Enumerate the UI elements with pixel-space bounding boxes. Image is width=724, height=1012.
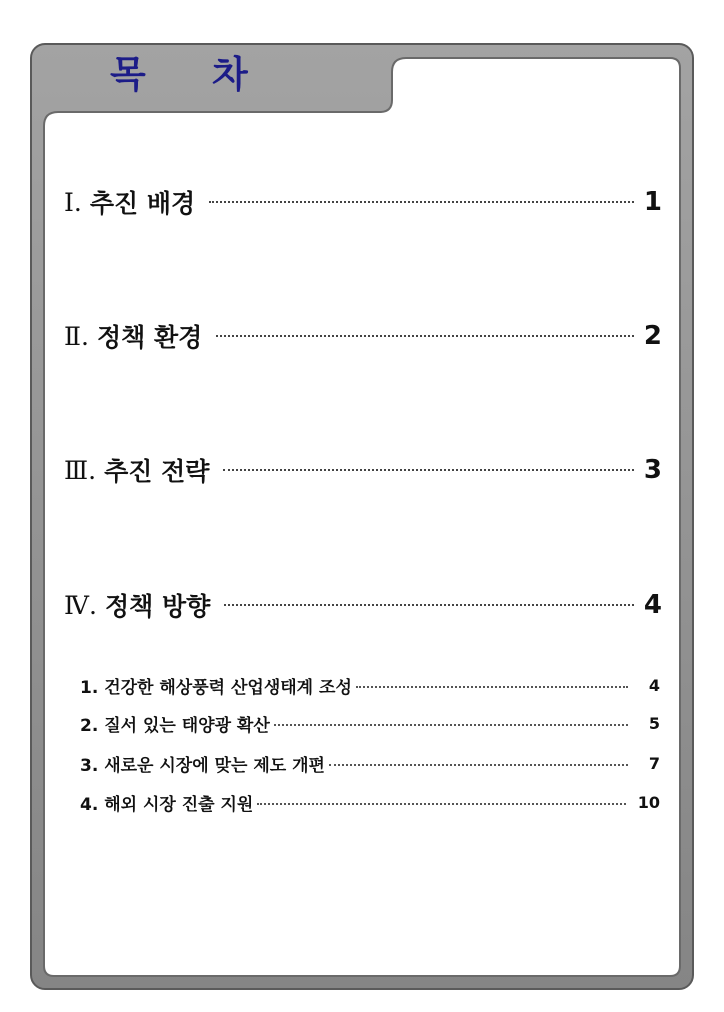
page-number: 3: [643, 455, 662, 485]
section-numeral: Ⅲ.: [64, 455, 97, 485]
subsection-label: 4. 해외 시장 진출 지원: [80, 794, 254, 815]
dot-leader: [224, 604, 634, 606]
dot-leader: [257, 803, 625, 805]
toc-title-char-2: 차: [212, 53, 248, 96]
page-number: 4: [648, 675, 660, 695]
dot-leader: [216, 335, 634, 337]
dot-leader: [329, 764, 628, 766]
toc-title-char-1: 목: [110, 53, 146, 96]
dot-leader: [274, 724, 628, 726]
section-label: 추진 배경: [89, 189, 196, 218]
toc-entry-section-1[interactable]: [64, 182, 662, 222]
dot-leader: [223, 469, 634, 471]
toc-entry-section-3[interactable]: [64, 450, 662, 490]
section-numeral: Ⅳ.: [64, 590, 97, 620]
toc-entry-subsection-4[interactable]: [80, 789, 660, 815]
toc-entry-section-4[interactable]: [64, 585, 662, 625]
page-number: 2: [643, 321, 662, 351]
dot-leader: [356, 686, 628, 688]
toc-entry-section-2[interactable]: [64, 316, 662, 356]
page-number: 10: [637, 792, 660, 812]
toc-title: [110, 53, 248, 96]
section-label: 정책 환경: [96, 323, 203, 352]
section-numeral: Ⅱ.: [64, 321, 89, 351]
section-label: 추진 전략: [104, 457, 210, 486]
page-number: 5: [648, 713, 660, 733]
subsection-label: 1. 건강한 해상풍력 산업생태계 조성: [80, 677, 352, 698]
page-number: 1: [643, 187, 662, 217]
section-numeral: Ⅰ.: [64, 187, 82, 217]
toc-entry-subsection-1[interactable]: [80, 672, 660, 698]
page-number: 7: [648, 753, 660, 773]
subsection-label: 2. 질서 있는 태양광 확산: [80, 715, 270, 736]
toc-entry-subsection-2[interactable]: [80, 710, 660, 736]
toc-entry-subsection-3[interactable]: [80, 750, 660, 776]
page-number: 4: [643, 590, 662, 620]
dot-leader: [209, 201, 634, 203]
section-label: 정책 방향: [104, 592, 211, 621]
subsection-label: 3. 새로운 시장에 맞는 제도 개편: [80, 755, 325, 776]
